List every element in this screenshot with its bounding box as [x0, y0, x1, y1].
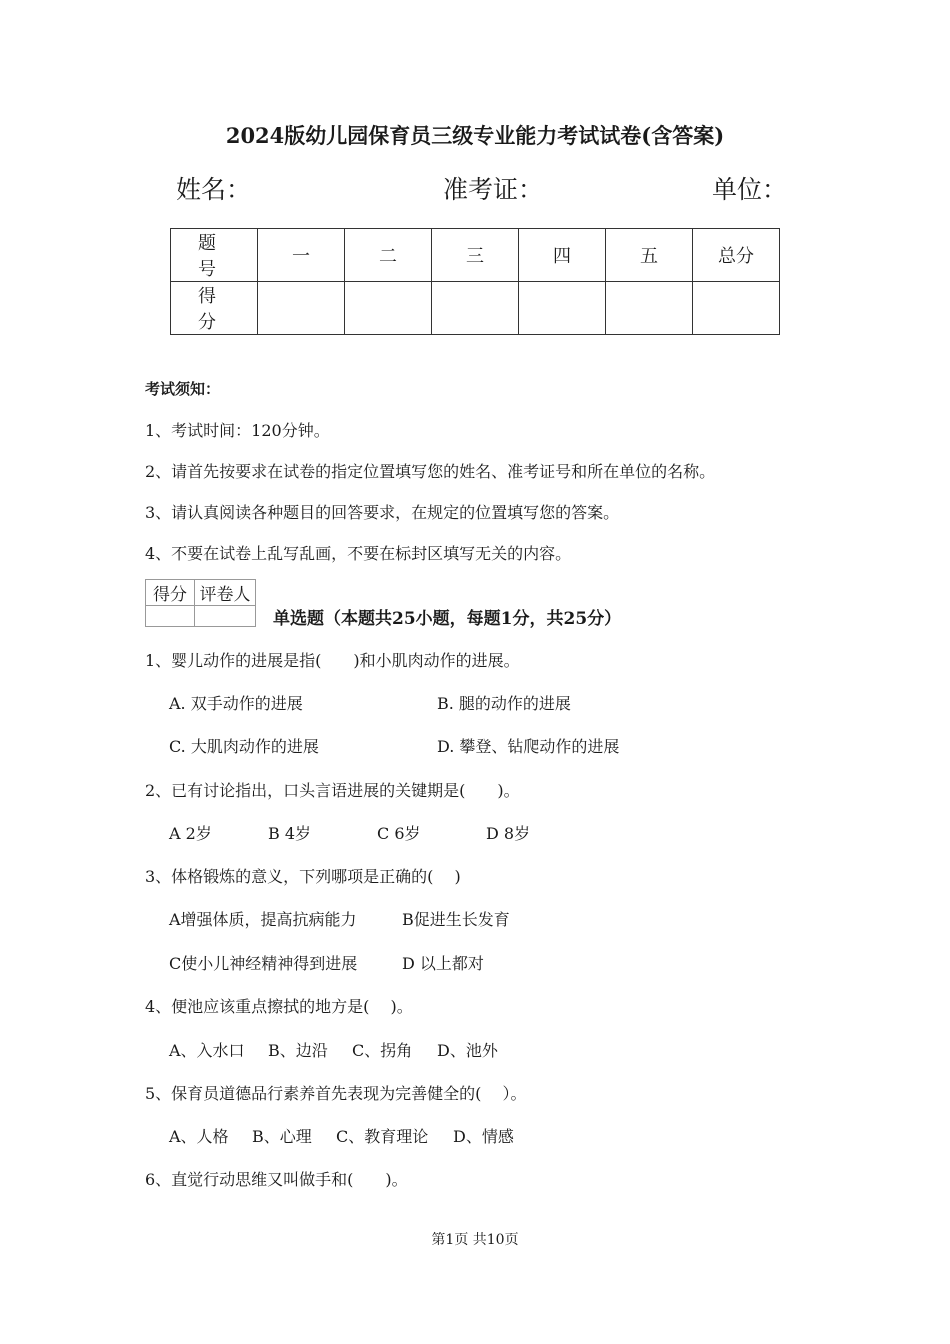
- section-title: 单选题（本题共25小题，每题1分，共25分）: [273, 609, 622, 629]
- grader-reviewer-label: 评卷人: [195, 580, 256, 606]
- score-table-header-cell: 五: [606, 229, 693, 282]
- option-b: B. 腿的动作的进展: [437, 694, 571, 713]
- score-table-header-cell: 题 号: [171, 229, 258, 282]
- score-table-score-label: 得 分: [171, 282, 258, 335]
- grader-score-label: 得分: [146, 580, 195, 606]
- option-b: B、心理: [252, 1127, 312, 1146]
- option-c: C、拐角: [352, 1041, 413, 1060]
- document-title: 2024版幼儿园保育员三级专业能力考试试卷(含答案): [225, 123, 725, 148]
- grader-box: [145, 579, 256, 627]
- page-footer: 第1页 共10页: [431, 1232, 519, 1248]
- option-a: A 2岁: [169, 824, 212, 843]
- score-table: [170, 228, 780, 335]
- option-c: C使小儿神经精神得到进展: [169, 954, 358, 973]
- score-table-header-cell: 二: [345, 229, 432, 282]
- note-item: 3、请认真阅读各种题目的回答要求，在规定的位置填写您的答案。: [145, 503, 620, 522]
- option-d: D、情感: [453, 1127, 514, 1146]
- score-table-header-cell: 一: [258, 229, 345, 282]
- option-b: B 4岁: [268, 824, 312, 843]
- option-b: B、边沿: [268, 1041, 328, 1060]
- question-text: 3、体格锻炼的意义，下列哪项是正确的( ): [145, 867, 461, 886]
- exam-id-label: 准考证：: [443, 175, 544, 204]
- notes-heading: 考试须知：: [145, 380, 221, 398]
- option-b: B促进生长发育: [402, 910, 510, 929]
- question-text: 4、便池应该重点擦拭的地方是( )。: [145, 997, 413, 1016]
- score-cell[interactable]: [606, 282, 693, 335]
- note-item: 4、不要在试卷上乱写乱画，不要在标封区填写无关的内容。: [145, 544, 572, 563]
- score-table-header-row: [171, 229, 780, 282]
- score-cell[interactable]: [432, 282, 519, 335]
- option-d: D. 攀登、钻爬动作的进展: [437, 737, 620, 756]
- score-cell[interactable]: [519, 282, 606, 335]
- option-d: D、池外: [437, 1041, 498, 1060]
- unit-label: 单位：: [712, 175, 788, 204]
- score-cell[interactable]: [258, 282, 345, 335]
- score-table-header-cell: 三: [432, 229, 519, 282]
- option-d: D 8岁: [486, 824, 531, 843]
- question-text: 1、婴儿动作的进展是指( )和小肌肉动作的进展。: [145, 651, 520, 670]
- grader-reviewer-cell[interactable]: [195, 606, 256, 627]
- name-label: 姓名：: [176, 175, 252, 204]
- score-cell[interactable]: [345, 282, 432, 335]
- option-a: A. 双手动作的进展: [169, 694, 303, 713]
- note-item: 2、请首先按要求在试卷的指定位置填写您的姓名、准考证号和所在单位的名称。: [145, 462, 716, 481]
- question-text: 5、保育员道德品行素养首先表现为完善健全的( ）。: [145, 1084, 527, 1103]
- option-d: D 以上都对: [402, 954, 484, 973]
- option-c: C. 大肌肉动作的进展: [169, 737, 319, 756]
- option-c: C 6岁: [377, 824, 421, 843]
- option-a: A增强体质，提高抗病能力: [169, 910, 357, 929]
- option-c: C、教育理论: [336, 1127, 429, 1146]
- score-table-header-cell: 总分: [693, 229, 780, 282]
- option-a: A、入水口: [169, 1041, 245, 1060]
- option-a: A、人格: [169, 1127, 229, 1146]
- score-table-header-cell: 四: [519, 229, 606, 282]
- grader-score-cell[interactable]: [146, 606, 195, 627]
- score-cell[interactable]: [693, 282, 780, 335]
- question-text: 6、直觉行动思维又叫做手和( )。: [145, 1170, 408, 1189]
- note-item: 1、考试时间：120分钟。: [145, 421, 330, 440]
- question-text: 2、已有讨论指出，口头言语进展的关键期是( )。: [145, 781, 520, 800]
- score-table-score-row: [171, 282, 780, 335]
